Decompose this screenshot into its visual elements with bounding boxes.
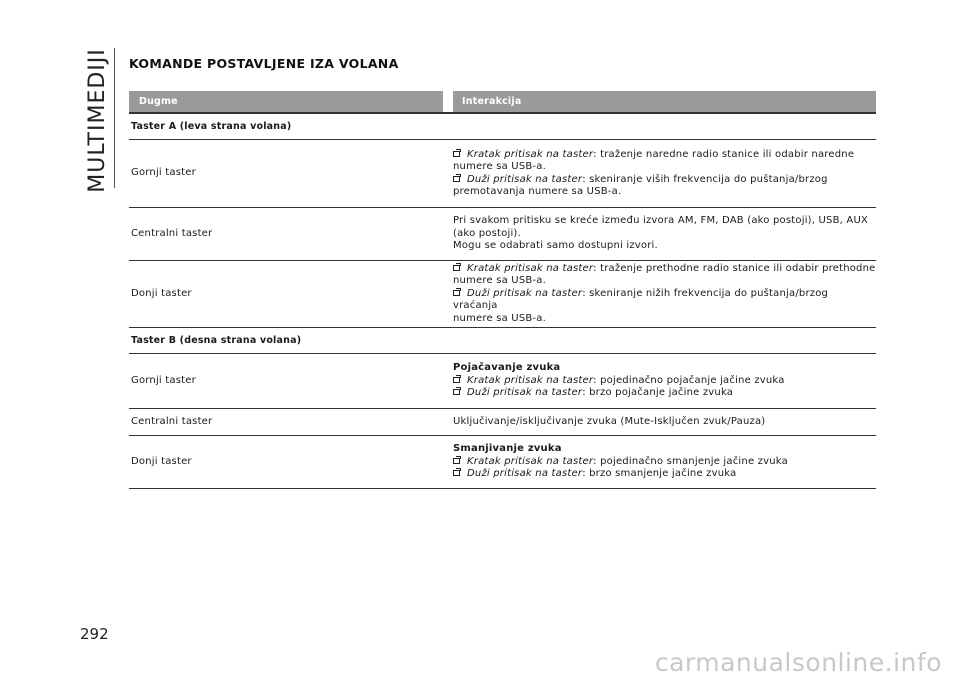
steering-button-icon	[453, 375, 462, 384]
chapter-divider	[114, 48, 115, 188]
row-button-label: Centralni taster	[131, 227, 213, 239]
row-interaction: Uključivanje/isključivanje zvuka (Mute-Isključen zvuk/Pauza)	[453, 415, 766, 427]
watermark: carmanualsonline.info	[654, 648, 942, 677]
row-button-label: Gornji taster	[131, 374, 196, 386]
row-heading: Pojačavanje zvuka	[453, 362, 561, 374]
table-row	[129, 354, 876, 409]
table-row	[129, 140, 876, 208]
row-button-label: Donji taster	[131, 455, 192, 467]
row-interaction: Kratak pritisak na taster: traženje prethodne radio stanice ili odabir prethodne numere sa USB-a. Duži pritisak na taster: skeniranje nižih frekvencija do puštanja/brzog vraćanja numere sa USB-a.	[453, 262, 876, 324]
row-button-label: Gornji taster	[131, 167, 196, 179]
header-interaction: Interakcija	[453, 91, 876, 112]
chapter-title-text: MULTIMEDIJI	[84, 47, 110, 193]
steering-button-icon	[453, 174, 462, 183]
row-button-label: Donji taster	[131, 287, 192, 299]
section-title: KOMANDE POSTAVLJENE IZA VOLANA	[129, 56, 399, 71]
table-row	[129, 208, 876, 261]
group-a-title: Taster A (leva strana volana)	[129, 114, 876, 140]
row-interaction: Smanjivanje zvuka Kratak pritisak na taster: pojedinačno smanjenje jačine zvuka Duži pritisak na taster: brzo smanjenje jačine zvuka	[453, 435, 876, 489]
steering-button-icon	[453, 456, 462, 465]
controls-table	[129, 91, 876, 489]
row-interaction: Pri svakom pritisku se kreće između izvora AM, FM, DAB (ako postoji), USB, AUX (ako postoji). Mogu se odabrati samo dostupni izvori.	[453, 215, 869, 252]
row-interaction: Kratak pritisak na taster: traženje naredne radio stanice ili odabir naredne numere sa USB-a. Duži pritisak na taster: skeniranje viših frekvencija do puštanja/brzog premotavanja numere sa USB-a.	[453, 148, 855, 197]
steering-button-icon	[453, 387, 462, 396]
steering-button-icon	[453, 468, 462, 477]
group-b-title: Taster B (desna strana volana)	[129, 328, 876, 354]
steering-button-icon	[453, 149, 462, 158]
header-button: Dugme	[129, 91, 443, 112]
steering-button-icon	[453, 288, 462, 297]
table-row	[129, 261, 876, 328]
row-button-label: Centralni taster	[131, 415, 213, 427]
table-header	[129, 91, 876, 114]
table-row	[129, 436, 876, 489]
row-heading: Smanjivanje zvuka	[453, 443, 562, 455]
steering-button-icon	[453, 263, 462, 272]
page-number: 292	[80, 625, 109, 643]
chapter-title-vertical	[80, 47, 114, 193]
table-row	[129, 409, 876, 436]
row-interaction: Pojačavanje zvuka Kratak pritisak na taster: pojedinačno pojačanje jačine zvuka Duži pritisak na taster: brzo pojačanje jačine zvuka	[453, 354, 876, 408]
